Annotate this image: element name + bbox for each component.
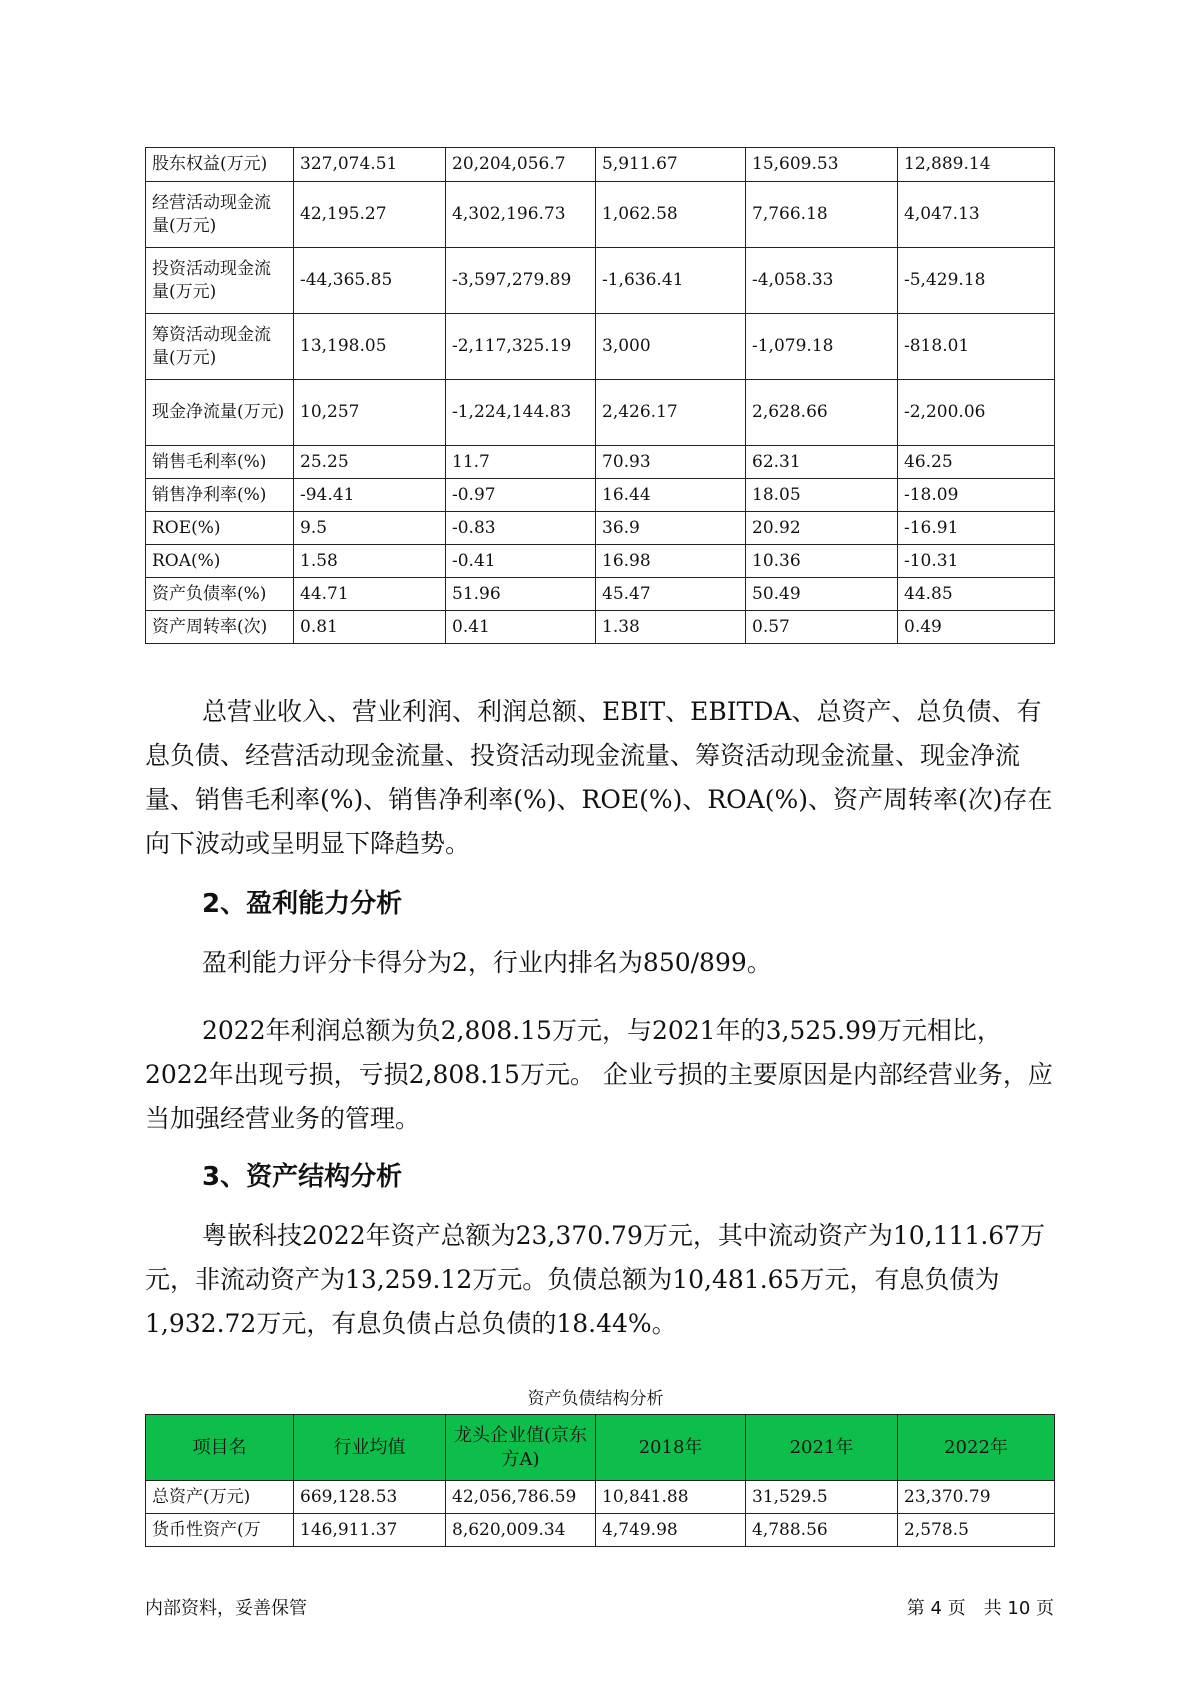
row-label: 销售净利率(%) [146,479,294,512]
table-row [146,545,1055,578]
table-cell: 0.49 [898,611,1055,644]
table-cell: 10.36 [746,545,898,578]
row-label: 资产周转率(次) [146,611,294,644]
table-cell: 16.44 [596,479,746,512]
table-cell: 42,195.27 [294,182,446,248]
table-cell: -3,597,279.89 [446,248,596,314]
table-cell: 4,749.98 [596,1514,746,1547]
table-cell: 9.5 [294,512,446,545]
table-cell: 8,620,009.34 [446,1514,596,1547]
table-cell: 23,370.79 [898,1481,1055,1514]
section-heading-asset-structure: 3、资产结构分析 [202,1162,403,1192]
table-cell: -2,117,325.19 [446,314,596,380]
table-row [146,182,1055,248]
row-label: 资产负债率(%) [146,578,294,611]
table-cell: 70.93 [596,446,746,479]
table-cell: 36.9 [596,512,746,545]
table-row [146,479,1055,512]
table-cell: -5,429.18 [898,248,1055,314]
profitability-score-paragraph: 盈利能力评分卡得分为2，行业内排名为850/899。 [202,948,772,977]
table-row [146,578,1055,611]
table-cell: 0.41 [446,611,596,644]
row-label: 经营活动现金流量(万元) [146,182,294,248]
table-cell: 15,609.53 [746,148,898,182]
row-label: 股东权益(万元) [146,148,294,182]
table-cell: 2,578.5 [898,1514,1055,1547]
asset-structure-paragraph: 粤嵌科技2022年资产总额为23,370.79万元，其中流动资产为10,111.67万元，非流动资产为13,259.12万元。负债总额为10,481.65万元，有息负债为1,932.72万元，有息负债占总负债的18.44%。 [145,1221,1046,1338]
table-cell: 50.49 [746,578,898,611]
table-row [146,512,1055,545]
table-cell: -1,636.41 [596,248,746,314]
column-header: 龙头企业值(京东方A) [446,1415,596,1481]
table-cell: -10.31 [898,545,1055,578]
table-cell: 10,841.88 [596,1481,746,1514]
row-label: 总资产(万元) [146,1481,294,1514]
row-label: 销售毛利率(%) [146,446,294,479]
table-cell: 18.05 [746,479,898,512]
balance-structure-table [145,1414,1055,1547]
column-header: 2018年 [596,1415,746,1481]
table-row [146,446,1055,479]
table-cell: 1,062.58 [596,182,746,248]
table-cell: 46.25 [898,446,1055,479]
table-cell: -18.09 [898,479,1055,512]
table-row [146,148,1055,182]
table-cell: 4,047.13 [898,182,1055,248]
table-cell: -44,365.85 [294,248,446,314]
column-header: 2021年 [746,1415,898,1481]
table-cell: -0.83 [446,512,596,545]
table-row [146,611,1055,644]
table-cell: -0.41 [446,545,596,578]
table-cell: 44.71 [294,578,446,611]
table-cell: 42,056,786.59 [446,1481,596,1514]
table-row [146,248,1055,314]
table-cell: 4,788.56 [746,1514,898,1547]
table-cell: 20,204,056.7 [446,148,596,182]
table-cell: -16.91 [898,512,1055,545]
table-cell: 44.85 [898,578,1055,611]
table-cell: 11.7 [446,446,596,479]
table-cell: 16.98 [596,545,746,578]
table-row [146,1514,1055,1547]
table-cell: -0.97 [446,479,596,512]
profit-loss-paragraph: 2022年利润总额为负2,808.15万元，与2021年的3,525.99万元相比，2022年出现亏损，亏损2,808.15万元。 企业亏损的主要原因是内部经营业务，应当加强经营业务的管理。 [145,1016,1053,1133]
table-cell: 12,889.14 [898,148,1055,182]
table-cell: 1.38 [596,611,746,644]
table-cell: 3,000 [596,314,746,380]
table-row [146,314,1055,380]
row-label: 现金净流量(万元) [146,380,294,446]
table-row [146,1481,1055,1514]
table-cell: 2,628.66 [746,380,898,446]
table-cell: 1.58 [294,545,446,578]
table-cell: -1,224,144.83 [446,380,596,446]
table-cell: 669,128.53 [294,1481,446,1514]
footer-page-number: 第 4 页 共 10 页 [906,1598,1054,1619]
table-cell: 51.96 [446,578,596,611]
column-header: 项目名 [146,1415,294,1481]
financial-indicators-table [145,147,1055,644]
table-cell: -1,079.18 [746,314,898,380]
table-caption: 资产负债结构分析 [527,1389,664,1409]
table-cell: 146,911.37 [294,1514,446,1547]
table-cell: 13,198.05 [294,314,446,380]
table-cell: 0.57 [746,611,898,644]
column-header: 2022年 [898,1415,1055,1481]
table-cell: -4,058.33 [746,248,898,314]
row-label: ROE(%) [146,512,294,545]
row-label: 筹资活动现金流量(万元) [146,314,294,380]
section-heading-profitability: 2、盈利能力分析 [202,889,403,919]
table-cell: 7,766.18 [746,182,898,248]
table-cell: 45.47 [596,578,746,611]
table-cell: 327,074.51 [294,148,446,182]
table-cell: 25.25 [294,446,446,479]
table-cell: 5,911.67 [596,148,746,182]
footer-confidential-note: 内部资料，妥善保管 [145,1598,307,1619]
table-cell: -2,200.06 [898,380,1055,446]
row-label: 投资活动现金流量(万元) [146,248,294,314]
column-header: 行业均值 [294,1415,446,1481]
table-cell: 2,426.17 [596,380,746,446]
table-cell: 62.31 [746,446,898,479]
trend-paragraph: 总营业收入、营业利润、利润总额、EBIT、EBITDA、总资产、总负债、有息负债、经营活动现金流量、投资活动现金流量、筹资活动现金流量、现金净流量、销售毛利率(%)、销售净利率(%)、ROE(%)、ROA(%)、资产周转率(次)存在向下波动或呈明显下降趋势。 [145,697,1053,858]
row-label: ROA(%) [146,545,294,578]
table-cell: -94.41 [294,479,446,512]
table-cell: 0.81 [294,611,446,644]
row-label: 货币性资产(万 [146,1514,294,1547]
table-cell: 10,257 [294,380,446,446]
table-cell: 4,302,196.73 [446,182,596,248]
table-cell: 31,529.5 [746,1481,898,1514]
table-row [146,380,1055,446]
table-cell: -818.01 [898,314,1055,380]
table-cell: 20.92 [746,512,898,545]
